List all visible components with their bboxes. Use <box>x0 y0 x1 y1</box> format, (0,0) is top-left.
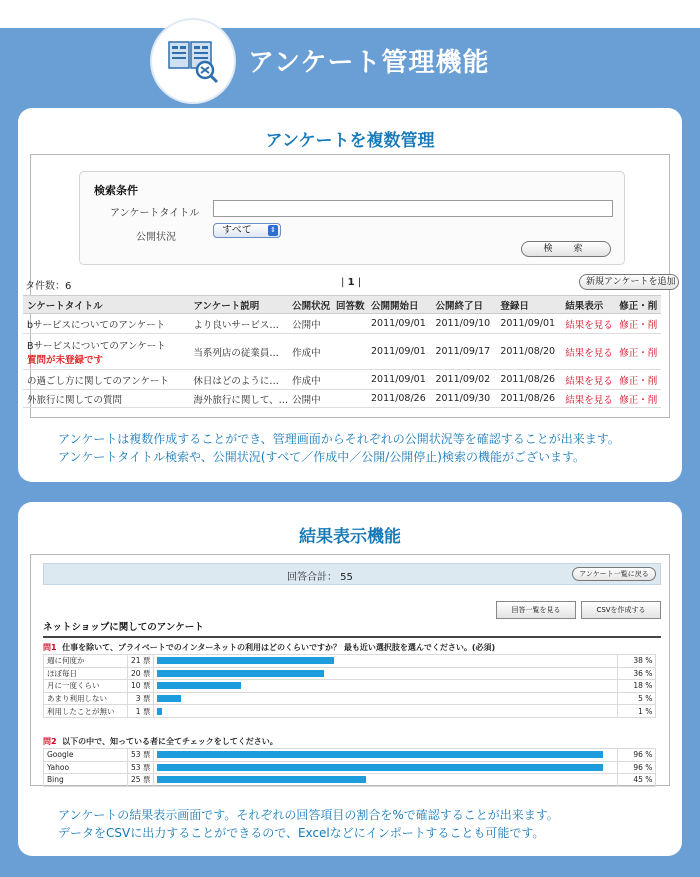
create-csv-button[interactable]: CSVを作成する <box>581 601 661 619</box>
description-line: アンケートの結果表示画面です。それぞれの回答項目の割合を%で確認することが出来ます。 <box>58 808 559 822</box>
row-end-date: 2011/09/17 <box>431 334 496 370</box>
select-arrow-icon: ⇕ <box>268 225 278 236</box>
answer-bar-cell <box>154 692 618 705</box>
row-registered: 2011/08/20 <box>496 334 561 370</box>
answer-bar-cell <box>154 705 618 718</box>
answer-percentage-bar <box>157 670 324 677</box>
description-line: アンケートタイトル検索や、公開状況(すべて／作成中／公開/公開停止)検索の機能がございます。 <box>58 450 586 464</box>
col-edit: 修正・削 <box>615 296 661 314</box>
answer-count: 1 票 <box>128 705 154 718</box>
section-description <box>58 806 559 842</box>
survey-name: ネットショップに関してのアンケート <box>43 619 661 638</box>
answer-percent: 45 % <box>618 774 656 787</box>
answer-percent: 1 % <box>618 705 656 718</box>
view-result-link[interactable]: 結果を見る <box>561 334 615 370</box>
row-title: の過ごし方に関してのアンケート <box>23 370 189 390</box>
row-description: より良いサービス… <box>189 314 288 334</box>
answer-label: ほぼ毎日 <box>44 667 128 680</box>
view-result-link[interactable]: 結果を見る <box>561 314 615 334</box>
edit-delete-link[interactable]: 修正・削 <box>615 314 661 334</box>
result-row <box>44 705 656 718</box>
answer-percentage-bar <box>157 695 180 702</box>
survey-table <box>23 295 661 408</box>
answer-bar-cell <box>154 761 618 774</box>
row-answers <box>332 334 367 370</box>
survey-title-input[interactable] <box>213 200 613 217</box>
answer-percent: 96 % <box>618 749 656 762</box>
table-row <box>23 390 661 408</box>
view-result-link[interactable]: 結果を見る <box>561 370 615 390</box>
col-answers: 回答数 <box>332 296 367 314</box>
question-heading <box>43 736 661 747</box>
answer-percent: 36 % <box>618 667 656 680</box>
row-answers <box>332 314 367 334</box>
back-to-list-button[interactable]: アンケート一覧に戻る <box>572 567 656 581</box>
answer-label: 週に何度か <box>44 655 128 668</box>
answer-total-bar <box>43 563 661 585</box>
result-row <box>44 667 656 680</box>
result-row <box>44 774 656 787</box>
status-label: 公開状況 <box>136 232 176 243</box>
col-start-date: 公開開始日 <box>367 296 431 314</box>
edit-delete-link[interactable]: 修正・削 <box>615 334 661 370</box>
table-row <box>23 370 661 390</box>
answer-count: 3 票 <box>128 692 154 705</box>
result-row <box>44 749 656 762</box>
result-display-card <box>18 502 682 856</box>
status-select-value: すべて <box>222 225 252 236</box>
top-strip <box>0 0 700 28</box>
answer-percentage-bar <box>157 776 366 783</box>
answer-label: 利用したことが無い <box>44 705 128 718</box>
view-answers-button[interactable]: 回答一覧を見る <box>496 601 576 619</box>
row-description: 当系列店の従業員… <box>189 334 288 370</box>
row-status: 作成中 <box>288 370 332 390</box>
col-end-date: 公開終了日 <box>431 296 496 314</box>
row-registered: 2011/08/26 <box>496 370 561 390</box>
survey-title-label: アンケートタイトル <box>110 208 200 219</box>
col-title: ンケートタイトル <box>23 296 189 314</box>
table-row <box>23 314 661 334</box>
answer-percent: 5 % <box>618 692 656 705</box>
row-answers <box>332 370 367 390</box>
answer-bar-cell <box>154 774 618 787</box>
row-description: 海外旅行に関して、… <box>189 390 288 408</box>
pager-suffix: | <box>354 277 362 288</box>
add-survey-button[interactable]: 新規アンケートを追加 <box>579 274 679 290</box>
survey-management-card <box>18 108 682 482</box>
row-status: 公開中 <box>288 314 332 334</box>
question-number: 問2 <box>43 737 57 746</box>
answer-percent: 96 % <box>618 761 656 774</box>
edit-delete-link[interactable]: 修正・削 <box>615 390 661 408</box>
row-start-date: 2011/08/26 <box>367 390 431 408</box>
result-row <box>44 655 656 668</box>
row-answers <box>332 390 367 408</box>
row-description: 休日はどのように… <box>189 370 288 390</box>
answer-bar-cell <box>154 680 618 693</box>
survey-manage-icon <box>150 18 236 104</box>
question-text: 以下の中で、知っている者に全てチェックをしてください。 <box>62 737 278 746</box>
question-number: 問1 <box>43 643 57 652</box>
answer-bar-cell <box>154 667 618 680</box>
answer-percentage-bar <box>157 682 241 689</box>
row-registered: 2011/08/26 <box>496 390 561 408</box>
answer-bar-cell <box>154 655 618 668</box>
row-warning: 質問が未登録です <box>27 354 104 366</box>
answer-label: あまり利用しない <box>44 692 128 705</box>
answer-total: 回答合計： 55 <box>287 572 353 583</box>
row-start-date: 2011/09/01 <box>367 370 431 390</box>
row-title: bサービスについてのアンケート <box>23 314 189 334</box>
result-row <box>44 761 656 774</box>
search-panel-title: 検索条件 <box>94 184 138 197</box>
answer-bar-cell <box>154 749 618 762</box>
page-link-1[interactable]: 1 <box>347 277 355 288</box>
answer-count: 25 票 <box>128 774 154 787</box>
edit-delete-link[interactable]: 修正・削 <box>615 370 661 390</box>
answer-count: 21 票 <box>128 655 154 668</box>
answer-percentage-bar <box>157 751 602 758</box>
row-start-date: 2011/09/01 <box>367 314 431 334</box>
status-select[interactable] <box>213 223 281 238</box>
col-registered: 登録日 <box>496 296 561 314</box>
row-title: Bサービスについてのアンケート <box>27 340 166 352</box>
answer-percent: 18 % <box>618 680 656 693</box>
survey-list-screenshot <box>25 154 676 418</box>
result-screenshot <box>30 554 670 786</box>
search-button[interactable]: 検 索 <box>521 241 611 257</box>
answer-percentage-bar <box>157 657 333 664</box>
row-status: 公開中 <box>288 390 332 408</box>
answer-label: Yahoo <box>44 761 128 774</box>
answer-percentage-bar <box>157 764 602 771</box>
answer-label: Google <box>44 749 128 762</box>
answer-count: 53 票 <box>128 761 154 774</box>
row-end-date: 2011/09/30 <box>431 390 496 408</box>
page-title: アンケート管理機能 <box>248 48 490 78</box>
question-heading <box>43 642 661 653</box>
answer-count: 10 票 <box>128 680 154 693</box>
col-result: 結果表示 <box>561 296 615 314</box>
row-title: 外旅行に関しての質問 <box>23 390 189 408</box>
search-conditions-panel <box>79 171 625 265</box>
col-description: アンケート説明 <box>189 296 288 314</box>
results-table-q2 <box>43 748 656 787</box>
answer-percent: 38 % <box>618 655 656 668</box>
section-description <box>58 430 620 466</box>
table-header-row <box>23 296 661 314</box>
row-end-date: 2011/09/02 <box>431 370 496 390</box>
row-start-date: 2011/09/01 <box>367 334 431 370</box>
result-row <box>44 692 656 705</box>
row-status: 作成中 <box>288 334 332 370</box>
answer-label: Bing <box>44 774 128 787</box>
view-result-link[interactable]: 結果を見る <box>561 390 615 408</box>
pager-prefix: | <box>341 277 348 288</box>
description-line: データをCSVに出力することができるので、Excelなどにインポートすることも可能です。 <box>58 826 545 840</box>
record-count: タ件数：6 <box>25 281 72 292</box>
section-title: アンケートを複数管理 <box>265 131 435 151</box>
row-registered: 2011/09/01 <box>496 314 561 334</box>
answer-count: 53 票 <box>128 749 154 762</box>
answer-percentage-bar <box>157 708 162 715</box>
pagination <box>341 277 361 288</box>
table-row <box>23 334 661 370</box>
result-row <box>44 680 656 693</box>
answer-count: 20 票 <box>128 667 154 680</box>
section-title: 結果表示機能 <box>299 527 401 547</box>
answer-label: 月に一度くらい <box>44 680 128 693</box>
row-title-cell <box>23 334 189 370</box>
question-text: 仕事を除いて、プライベートでのインターネットの利用はどのくらいですか？ 最も近い選択肢を選んでください。(必須) <box>62 643 496 652</box>
row-end-date: 2011/09/10 <box>431 314 496 334</box>
description-line: アンケートは複数作成することができ、管理画面からそれぞれの公開状況等を確認することが出来ます。 <box>58 432 620 446</box>
results-table-q1 <box>43 654 656 718</box>
col-status: 公開状況 <box>288 296 332 314</box>
